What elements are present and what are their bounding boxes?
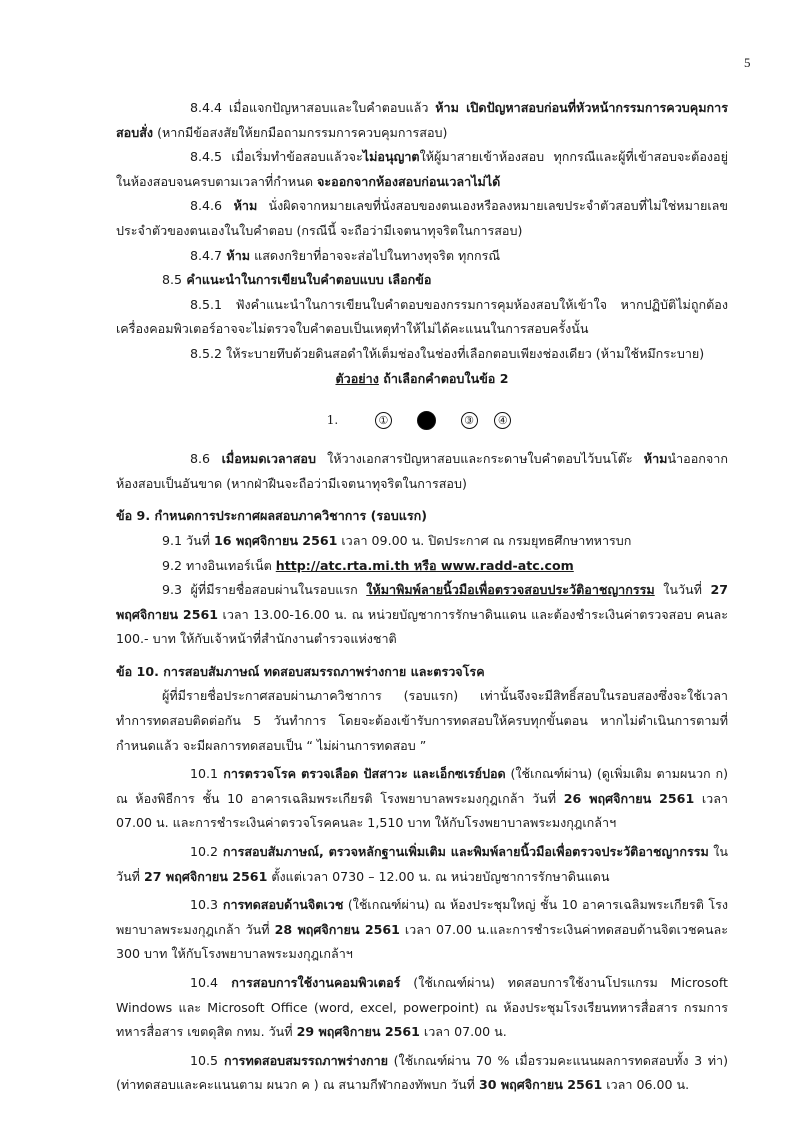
item-number: 9.1	[162, 532, 183, 548]
item-number: 10.3	[190, 897, 219, 913]
answer-bubble-example	[116, 399, 728, 439]
question-number: 1.	[326, 413, 339, 428]
paragraph-10-1: 10.1 การตรวจโรค ตรวจเลือด ปัสสาวะ และเอ็กซเรย์ปอด (ใช้เกณฑ์ผ่าน) (ดูเพิ่มเติม ตามผนวก ก) ณ ห้องพิธีการ ชั้น 10 อาคารเฉลิมพระเกียรติ โรงพยาบาลพระมงกุฎเกล้า วันที่ 26 พฤศจิกายน 2561 เวลา 07.00 น. และการชำระเงินค่าตรวจโรคคนละ 1,510 บาท ให้กับโรงพยาบาลพระมงกุฎเกล้าฯ	[116, 766, 728, 831]
item-number: 9.2	[162, 557, 183, 573]
paragraph-10-intro: ผู้ที่มีรายชื่อประกาศสอบผ่านภาควิชาการ (รอบแรก) เท่านั้นจึงจะมีสิทธิ์สอบในรอบสองซึ่งจะใช้เวลาทำการทดสอบติดต่อกัน 5 วันทำการ โดยจะต้องเข้ารับการทดสอบให้ครบทุกขั้นตอน หากไม่ดำเนินการตามที่กำหนดแล้ว จะมีผลการทดสอบเป็น “ ไม่ผ่านการทดสอบ ”	[116, 688, 728, 753]
item-number: 10.5	[190, 1052, 219, 1068]
paragraph-10-5: 10.5 การทดสอบสมรรถภาพร่างกาย (ใช้เกณฑ์ผ่าน 70 % เมื่อรวมคะแนนผลการทดสอบทั้ง 3 ท่า) (ท่าทดสอบและคะแนนตาม ผนวก ค ) ณ สนามกีฬากองทัพบก วันที่ 30 พฤศจิกายน 2561 เวลา 06.00 น.	[116, 1052, 728, 1093]
item-number: 10.1	[190, 766, 219, 782]
paragraph-8-6: 8.6 เมื่อหมดเวลาสอบ ให้วางเอกสารปัญหาสอบและกระดาษใบคำตอบไว้บนโต๊ะ ห้ามนำออกจากห้องสอบเป็นอันขาด (หากฝ่าฝืนจะถือว่ามีเจตนาทุจริตในการสอบ)	[116, 451, 728, 491]
item-number: 8.5.1	[190, 296, 223, 312]
paragraph-9-1: 9.1 วันที่ 16 พฤศจิกายน 2561 เวลา 09.00 น. ปิดประกาศ ณ กรมยุทธศึกษาทหารบก	[162, 532, 632, 548]
choice-3-bubble-icon: ③	[461, 412, 478, 429]
paragraph-8-4-5: 8.4.5 เมื่อเริ่มทำข้อสอบแล้วจะไม่อนุญาตให้ผู้มาสายเข้าห้องสอบ ทุกกรณีและผู้ที่เข้าสอบจะต้องอยู่ในห้องสอบจนครบตามเวลาที่กำหนด จะออกจากห้องสอบก่อนเวลาไม่ได้	[116, 149, 728, 189]
item-number: 8.4.6	[190, 198, 223, 214]
paragraph-8-5-2: 8.5.2 ให้ระบายทึบด้วยดินสอดำให้เต็มช่องในช่องที่เลือกตอบเพียงช่องเดียว (ห้ามใช้หมึกระบาย)	[190, 345, 705, 361]
item-number: 8.4.7	[190, 247, 223, 263]
choice-2-filled-bubble-icon	[417, 411, 436, 430]
paragraph-10-4: 10.4 การสอบการใช้งานคอมพิวเตอร์ (ใช้เกณฑ์ผ่าน) ทดสอบการใช้งานโปรแกรม Microsoft Windows และ Microsoft Office (word, excel, powerpoint) ณ ห้องประชุมโรงเรียนทหารสื่อสาร กรมการทหารสื่อสาร เขตดุสิต กทม. วันที่ 29 พฤศจิกายน 2561 เวลา 07.00 น.	[116, 975, 728, 1040]
paragraph-9-2: 9.2 ทางอินเทอร์เน็ต http://atc.rta.mi.th หรือ www.radd-atc.com	[162, 557, 574, 573]
paragraph-8-4-7: 8.4.7 ห้าม แสดงกริยาที่อาจจะส่อไปในทางทุจริต ทุกกรณี	[190, 247, 501, 263]
item-number: 8.4.4	[190, 100, 223, 115]
bold-text: ห้าม เปิดปัญหาสอบก่อนที่หัวหน้ากรรมการควบคุมการสอบสั่ง	[116, 100, 728, 140]
example-caption: ตัวอย่าง ถ้าเลือกคำตอบในข้อ 2	[335, 370, 509, 386]
paragraph-10-2: 10.2 การสอบสัมภาษณ์, ตรวจหลักฐานเพิ่มเติม และพิมพ์ลายนิ้วมือเพื่อตรวจประวัติอาชญากรรม ในวันที่ 27 พฤศจิกายน 2561 ตั้งแต่เวลา 0730 – 12.00 น. ณ หน่วยบัญชาการรักษาดินแดน	[116, 844, 729, 884]
website-link[interactable]: http://atc.rta.mi.th หรือ www.radd-atc.com	[275, 557, 574, 573]
item-number: 9.3	[162, 582, 183, 598]
paragraph-8-5: 8.5 คำแนะนำในการเขียนใบคำตอบแบบ เลือกข้อ	[162, 272, 432, 288]
document-body	[116, 96, 728, 1098]
item-number: 8.5.2	[190, 345, 223, 361]
paragraph-8-4-6: 8.4.6 ห้าม นั่งผิดจากหมายเลขที่นั่งสอบของตนเองหรือลงหมายเลขประจำตัวสอบที่ไม่ใช่หมายเลขประจำตัวของตนเองในใบคำตอบ (กรณีนี้ จะถือว่ามีเจตนาทุจริตในการสอบ)	[116, 198, 728, 238]
section-10-heading: ข้อ 10. การสอบสัมภาษณ์ ทดสอบสมรรถภาพร่างกาย และตรวจโรค	[116, 663, 485, 679]
section-9-heading: ข้อ 9. กำหนดการประกาศผลสอบภาควิชาการ (รอบแรก)	[116, 508, 427, 524]
paragraph-9-3: 9.3 ผู้ที่มีรายชื่อสอบผ่านในรอบแรก ให้มาพิมพ์ลายนิ้วมือเพื่อตรวจสอบประวัติอาชญากรรม ในวันที่ 27 พฤศจิกายน 2561 เวลา 13.00-16.00 น. ณ หน่วยบัญชาการรักษาดินแดน และต้องชำระเงินค่าตรวจสอบ คนละ 100.- บาท ให้กับเจ้าหน้าที่สำนักงานตำรวจแห่งชาติ	[116, 582, 728, 647]
item-number: 8.4.5	[190, 149, 223, 165]
example-label: ตัวอย่าง	[335, 370, 379, 386]
item-number: 8.5	[162, 272, 183, 288]
item-number: 10.2	[190, 844, 219, 860]
item-number: 8.6	[190, 451, 211, 467]
choice-1-bubble-icon: ①	[375, 412, 392, 429]
page-number: 5	[744, 55, 751, 70]
paragraph-10-3: 10.3 การทดสอบด้านจิตเวช (ใช้เกณฑ์ผ่าน) ณ ห้องประชุมใหญ่ ชั้น 10 อาคารเฉลิมพระเกียรติ โรงพยาบาลพระมงกุฎเกล้า วันที่ 28 พฤศจิกายน 2561 เวลา 07.00 น.และการชำระเงินค่าทดสอบด้านจิตเวชคนละ 300 บาท ให้กับโรงพยาบาลพระมงกุฎเกล้าฯ	[116, 897, 729, 962]
item-number: 10.4	[190, 975, 219, 990]
paragraph-8-4-4: 8.4.4 เมื่อแจกปัญหาสอบและใบคำตอบแล้ว ห้าม เปิดปัญหาสอบก่อนที่หัวหน้ากรรมการควบคุมการสอบสั่ง (หากมีข้อสงสัยให้ยกมือถามกรรมการควบคุมการสอบ)	[116, 100, 728, 140]
choice-4-bubble-icon: ④	[494, 412, 511, 429]
paragraph-8-5-1: 8.5.1 ฟังคำแนะนำในการเขียนใบคำตอบของกรรมการคุมห้องสอบให้เข้าใจ หากปฏิบัติไม่ถูกต้องเครื่องคอมพิวเตอร์อาจจะไม่ตรวจใบคำตอบเป็นเหตุทำให้ไม่ได้คะแนนในการสอบครั้งนั้น	[116, 296, 728, 337]
